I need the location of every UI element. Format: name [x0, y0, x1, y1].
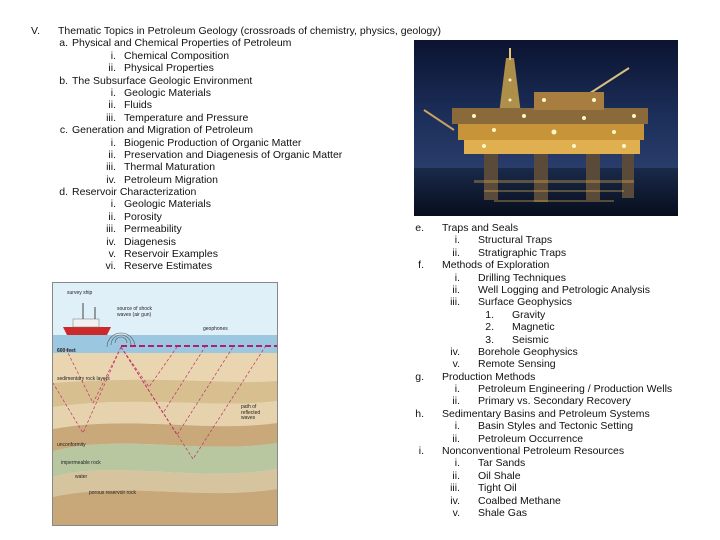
- label-sedimentary-layers: sedimentary rock layers: [57, 376, 110, 382]
- label-water: water: [75, 474, 88, 480]
- list-marker: i.: [110, 86, 116, 99]
- list-text: Nonconventional Petroleum Resources: [442, 445, 625, 458]
- list-text: Reservoir Characterization: [72, 186, 197, 199]
- heading-text: Thematic Topics in Petroleum Geology (crossroads of chemistry, physics, geology): [58, 25, 442, 37]
- list-text: Structural Traps: [478, 234, 553, 247]
- heading-marker: V.: [31, 25, 40, 37]
- list-text: Shale Gas: [478, 506, 528, 519]
- label-reflected-paths: path of reflected waves: [241, 404, 261, 421]
- list-marker: b.: [59, 74, 68, 87]
- list-marker: 2.: [485, 321, 494, 334]
- seismic-survey-diagram: [52, 282, 278, 526]
- list-marker: i.: [454, 271, 460, 284]
- list-text: Chemical Composition: [124, 49, 230, 62]
- label-depth: 600 feet: [57, 348, 76, 354]
- list-marker: iii.: [450, 482, 460, 495]
- list-marker: c.: [59, 124, 68, 137]
- list-text: Geologic Materials: [124, 198, 211, 211]
- list-marker: i.: [110, 49, 116, 62]
- label-geophones: geophones: [203, 326, 228, 332]
- list-marker: iii.: [106, 111, 116, 124]
- list-marker: e.: [415, 222, 424, 234]
- list-text: Borehole Geophysics: [478, 345, 578, 358]
- list-marker: ii.: [452, 432, 460, 445]
- list-marker: ii.: [452, 283, 460, 296]
- list-marker: iv.: [106, 173, 116, 186]
- list-text: Remote Sensing: [478, 358, 556, 371]
- list-marker: i.: [454, 234, 460, 247]
- list-marker: i.: [454, 383, 460, 396]
- list-text: Fluids: [124, 99, 153, 112]
- list-marker: i.: [418, 445, 424, 458]
- list-marker: ii.: [452, 469, 460, 482]
- list-text: Tight Oil: [478, 482, 517, 495]
- list-text: Oil Shale: [478, 469, 521, 482]
- list-marker: g.: [415, 370, 424, 383]
- list-text: Porosity: [124, 210, 162, 223]
- list-text: Generation and Migration of Petroleum: [72, 124, 253, 137]
- list-marker: i.: [454, 457, 460, 470]
- list-marker: iii.: [106, 161, 116, 174]
- list-text: Preservation and Diagenesis of Organic Matter: [124, 148, 343, 161]
- list-marker: v.: [108, 248, 116, 261]
- list-text: Physical and Chemical Properties of Petroleum: [72, 37, 292, 50]
- list-text: Seismic: [512, 333, 549, 346]
- list-text: Methods of Exploration: [442, 259, 550, 272]
- list-text: Gravity: [512, 308, 546, 321]
- list-marker: i.: [110, 136, 116, 149]
- list-marker: 1.: [485, 308, 494, 321]
- list-text: Coalbed Methane: [478, 494, 561, 507]
- list-text: Reservoir Examples: [124, 248, 218, 261]
- list-marker: h.: [415, 407, 424, 420]
- list-text: Physical Properties: [124, 62, 214, 75]
- label-impermeable-rock: impermeable rock: [61, 460, 101, 466]
- list-text: Traps and Seals: [442, 222, 519, 234]
- list-marker: v.: [452, 506, 460, 519]
- list-marker: ii.: [452, 395, 460, 408]
- list-text: Petroleum Occurrence: [478, 432, 584, 445]
- list-marker: 3.: [485, 333, 494, 346]
- list-text: Tar Sands: [478, 457, 526, 470]
- list-text: Permeability: [124, 223, 182, 236]
- list-marker: i.: [454, 420, 460, 433]
- list-marker: ii.: [108, 62, 116, 75]
- list-text: Biogenic Production of Organic Matter: [124, 136, 302, 149]
- list-marker: vi.: [105, 260, 116, 273]
- list-marker: f.: [418, 259, 424, 272]
- list-marker: ii.: [452, 246, 460, 259]
- list-text: Sedimentary Basins and Petroleum Systems: [442, 407, 650, 420]
- list-marker: iii.: [106, 223, 116, 236]
- label-reservoir-rock: porous reservoir rock: [89, 490, 136, 496]
- list-marker: a.: [59, 37, 68, 50]
- list-marker: ii.: [108, 210, 116, 223]
- list-marker: iii.: [450, 296, 460, 309]
- list-text: The Subsurface Geologic Environment: [72, 74, 253, 87]
- list-text: Petroleum Engineering / Production Wells: [478, 383, 673, 396]
- list-marker: ii.: [108, 99, 116, 112]
- offshore-platform-photo: [414, 40, 678, 216]
- list-text: Geologic Materials: [124, 86, 211, 99]
- label-unconformity: unconformity: [57, 442, 86, 448]
- platform-illustration: [414, 40, 678, 216]
- list-text: Temperature and Pressure: [124, 111, 249, 124]
- list-marker: iv.: [450, 494, 460, 507]
- list-marker: v.: [452, 358, 460, 371]
- list-text: Magnetic: [512, 321, 555, 334]
- list-text: Diagenesis: [124, 235, 176, 248]
- list-text: Primary vs. Secondary Recovery: [478, 395, 631, 408]
- list-text: Well Logging and Petrologic Analysis: [478, 283, 650, 296]
- list-marker: ii.: [108, 148, 116, 161]
- list-marker: iv.: [450, 345, 460, 358]
- list-text: Stratigraphic Traps: [478, 246, 567, 259]
- list-text: Thermal Maturation: [124, 161, 216, 174]
- list-text: Drilling Techniques: [478, 271, 566, 284]
- list-text: Reserve Estimates: [124, 260, 213, 273]
- list-marker: i.: [110, 198, 116, 211]
- list-marker: d.: [59, 186, 68, 199]
- list-text: Basin Styles and Tectonic Setting: [478, 420, 634, 433]
- list-marker: iv.: [106, 235, 116, 248]
- list-text: Surface Geophysics: [478, 296, 572, 309]
- list-text: Production Methods: [442, 370, 536, 383]
- label-survey-ship: survey ship: [67, 290, 93, 296]
- label-shock-source: source of shock waves (air gun): [117, 306, 153, 318]
- list-text: Petroleum Migration: [124, 173, 218, 186]
